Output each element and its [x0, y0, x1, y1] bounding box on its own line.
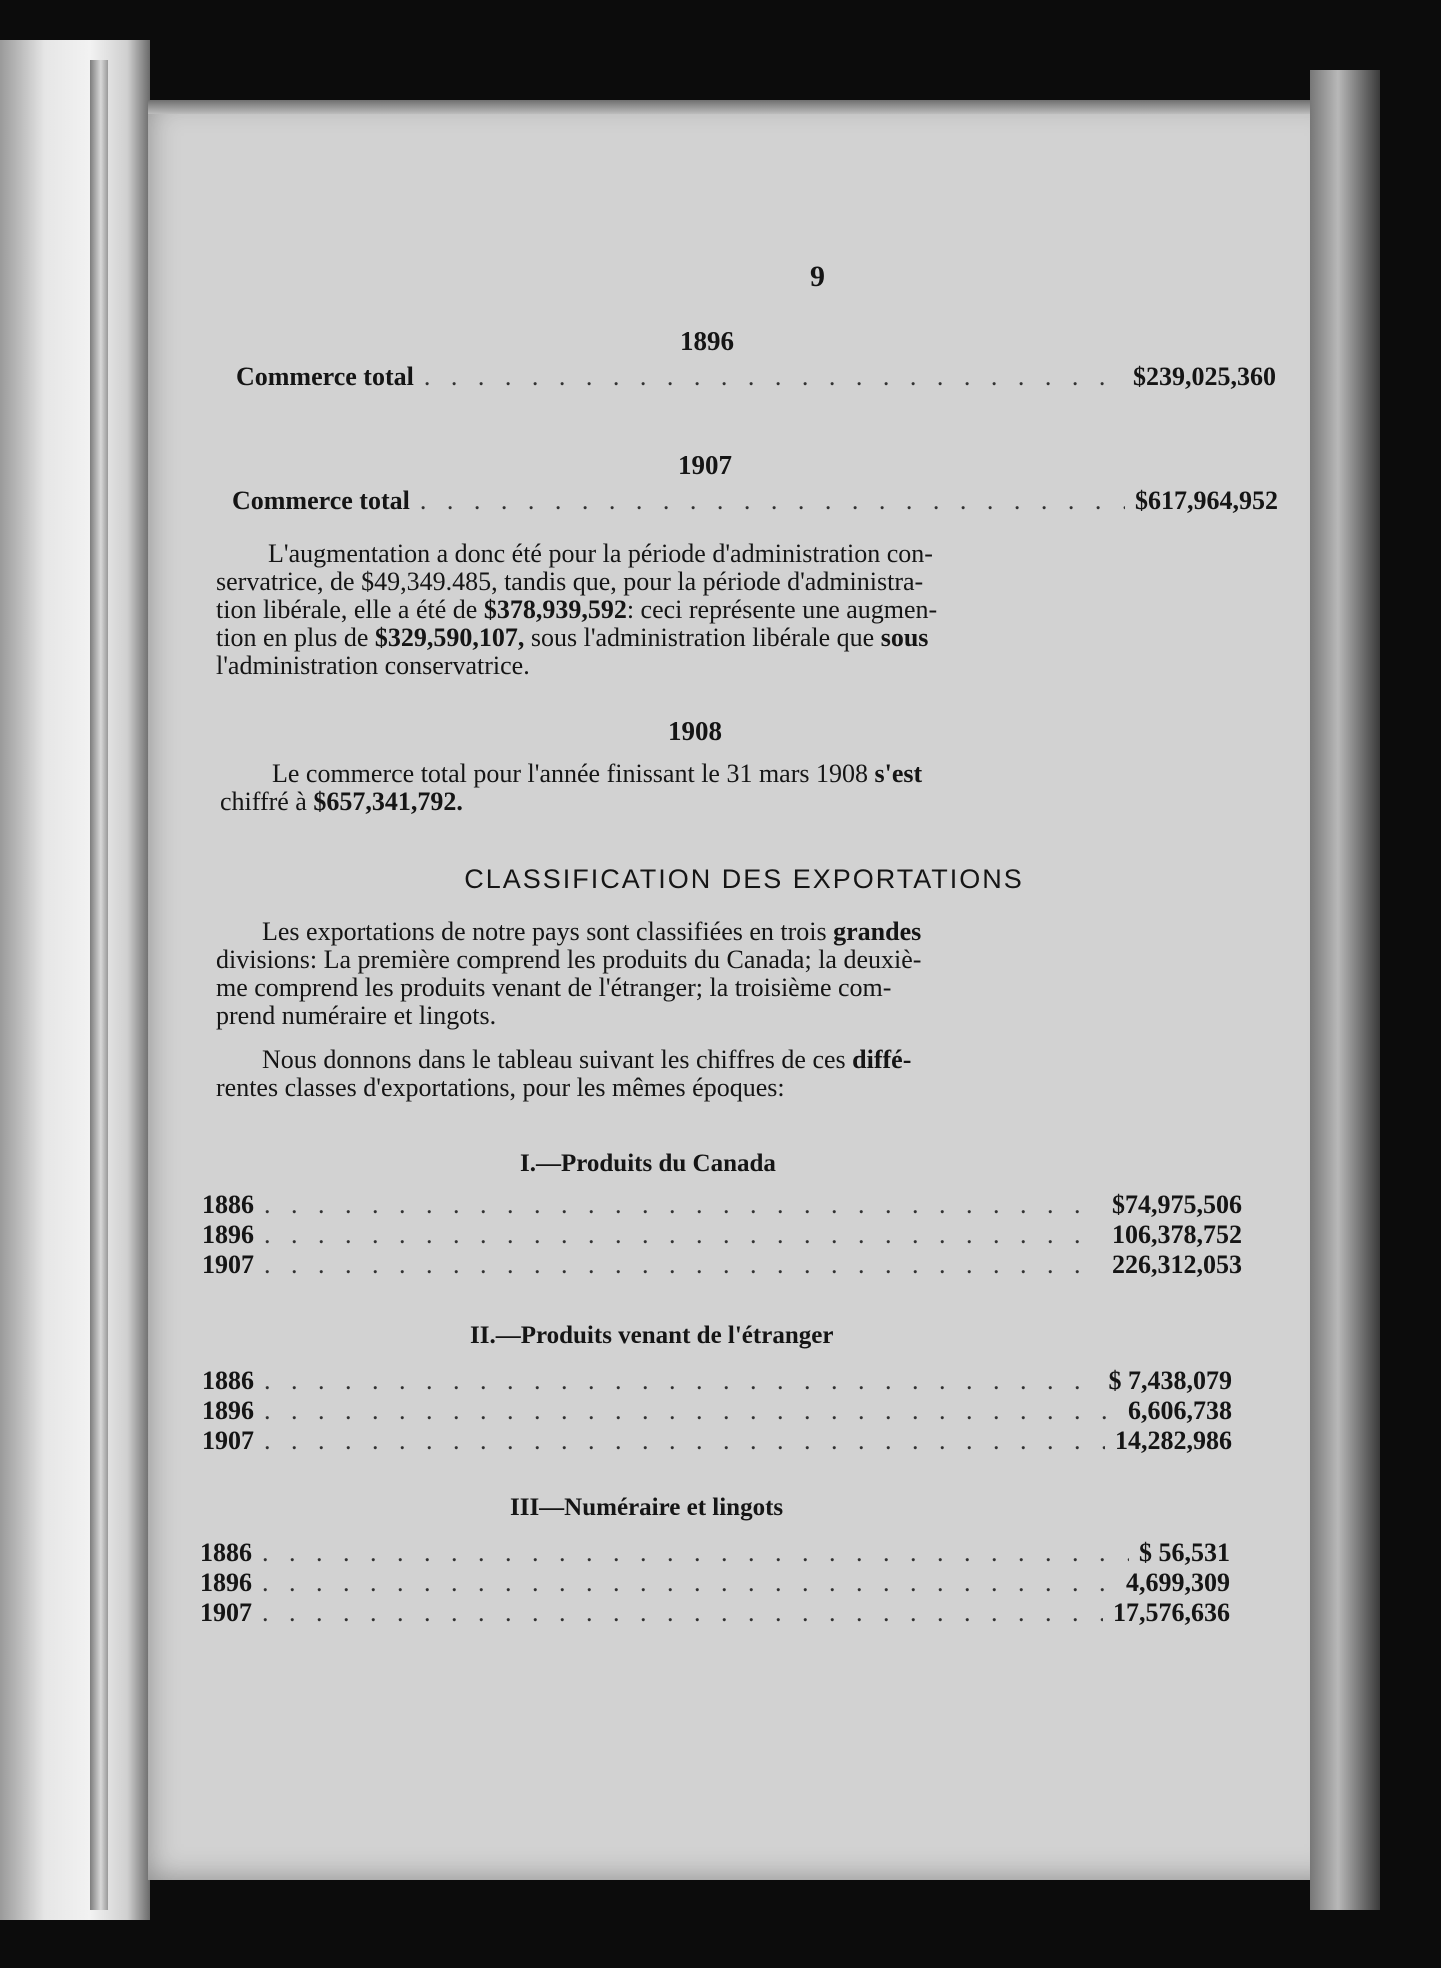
dot-leader — [262, 1538, 1129, 1568]
row-value: $ 7,438,079 — [1108, 1366, 1232, 1395]
row-value: 17,576,636 — [1113, 1598, 1230, 1627]
para-line — [216, 596, 1276, 624]
dot-leader — [264, 1366, 1099, 1396]
section-title: CLASSIFICATION DES EXPORTATIONS — [464, 864, 1024, 894]
row-year: 1896 — [202, 1220, 254, 1249]
commerce-total-label: Commerce total — [236, 362, 414, 391]
commerce-total-row-1896 — [236, 362, 1276, 392]
row-value: 106,378,752 — [1112, 1220, 1242, 1249]
text-bold: grandes — [833, 917, 922, 946]
text-bold: sous — [880, 623, 929, 652]
paragraph-augmentation — [216, 540, 1276, 680]
year-heading-1908: 1908 — [668, 716, 722, 746]
text-span: tion en plus de — [216, 623, 375, 652]
table-row — [202, 1190, 1242, 1220]
dot-leader — [262, 1568, 1116, 1598]
para-line — [216, 1046, 1276, 1074]
row-value: 6,606,738 — [1128, 1396, 1232, 1425]
para-line: prend numéraire et lingots. — [216, 1001, 497, 1030]
paragraph-classes — [216, 918, 1276, 1030]
text-span: tion libérale, elle a été de — [216, 595, 484, 624]
table-row — [202, 1396, 1232, 1426]
para-line: servatrice, de $49,349.485, tandis que, pour la période d'administra- — [216, 567, 924, 596]
text-span: Les exportations de notre pays sont classifiées en trois — [262, 917, 834, 946]
row-year: 1907 — [202, 1426, 254, 1455]
commerce-total-label: Commerce total — [232, 486, 410, 515]
table-row — [202, 1220, 1242, 1250]
amount-bold: $378,939,592 — [483, 595, 627, 624]
dot-leader — [264, 1396, 1118, 1426]
table-title-numeraire-lingots: III—Numéraire et lingots — [510, 1494, 784, 1521]
row-year: 1896 — [200, 1568, 252, 1597]
book-binding-edge — [0, 40, 150, 1920]
year-heading-1896: 1896 — [680, 326, 734, 356]
para-line: divisions: La première comprend les produits du Canada; la deuxiè- — [216, 945, 922, 974]
row-value: 14,282,986 — [1115, 1426, 1232, 1455]
para-line — [216, 624, 1276, 652]
commerce-total-value: $239,025,360 — [1133, 362, 1276, 391]
table-title-produits-canada: I.—Produits du Canada — [520, 1150, 776, 1177]
table-row — [202, 1250, 1242, 1280]
binding-strip — [90, 60, 108, 1910]
dot-leader — [264, 1220, 1102, 1250]
table-row — [200, 1538, 1230, 1568]
para-line: l'administration conservatrice. — [216, 651, 530, 680]
amount-bold: $657,341,792. — [313, 787, 463, 816]
row-year: 1907 — [202, 1250, 254, 1279]
paragraph-table-intro — [216, 1046, 1276, 1102]
year-heading-1907: 1907 — [678, 450, 732, 480]
dot-leader — [264, 1426, 1105, 1456]
para-line: L'augmentation a donc été pour la période d'administration con- — [268, 539, 933, 568]
dot-leader — [264, 1190, 1102, 1220]
dot-leader — [424, 362, 1123, 392]
commerce-total-row-1907 — [232, 486, 1278, 516]
para-line: rentes classes d'exportations, pour les mêmes époques: — [216, 1073, 785, 1102]
row-value: 4,699,309 — [1126, 1568, 1230, 1597]
page-number: 9 — [810, 260, 825, 293]
commerce-total-value: $617,964,952 — [1135, 486, 1278, 515]
text-span: : ceci représente une augmen- — [626, 595, 938, 624]
table-row — [200, 1598, 1230, 1628]
book-page — [148, 100, 1340, 1880]
text-span: Nous donnons dans le tableau suivant les chiffres de ces — [262, 1045, 853, 1074]
row-value: $74,975,506 — [1112, 1190, 1242, 1219]
table-row — [200, 1568, 1230, 1598]
table-row — [202, 1366, 1232, 1396]
row-year: 1886 — [202, 1366, 254, 1395]
paragraph-1908 — [220, 760, 1280, 816]
row-value: 226,312,053 — [1112, 1250, 1242, 1279]
row-value: $ 56,531 — [1139, 1538, 1230, 1567]
row-year: 1886 — [202, 1190, 254, 1219]
text-span: chiffré à — [220, 787, 314, 816]
dot-leader — [420, 486, 1125, 516]
dot-leader — [262, 1598, 1103, 1628]
text-span: sous l'administration libérale que — [524, 623, 881, 652]
text-bold: diffé- — [852, 1045, 912, 1074]
table-title-produits-etranger: II.—Produits venant de l'étranger — [470, 1322, 834, 1349]
text-span: Le commerce total pour l'année finissant le 31 mars 1908 — [272, 759, 875, 788]
row-year: 1896 — [202, 1396, 254, 1425]
text-bold: s'est — [874, 759, 923, 788]
page-content — [148, 100, 1340, 1880]
row-year: 1886 — [200, 1538, 252, 1567]
para-line — [220, 788, 1280, 816]
para-line: me comprend les produits venant de l'étranger; la troisième com- — [216, 973, 892, 1002]
para-line — [216, 918, 1276, 946]
dot-leader — [264, 1250, 1102, 1280]
amount-bold: $329,590,107, — [374, 623, 525, 652]
para-line — [220, 760, 1280, 788]
row-year: 1907 — [200, 1598, 252, 1627]
table-row — [202, 1426, 1232, 1456]
